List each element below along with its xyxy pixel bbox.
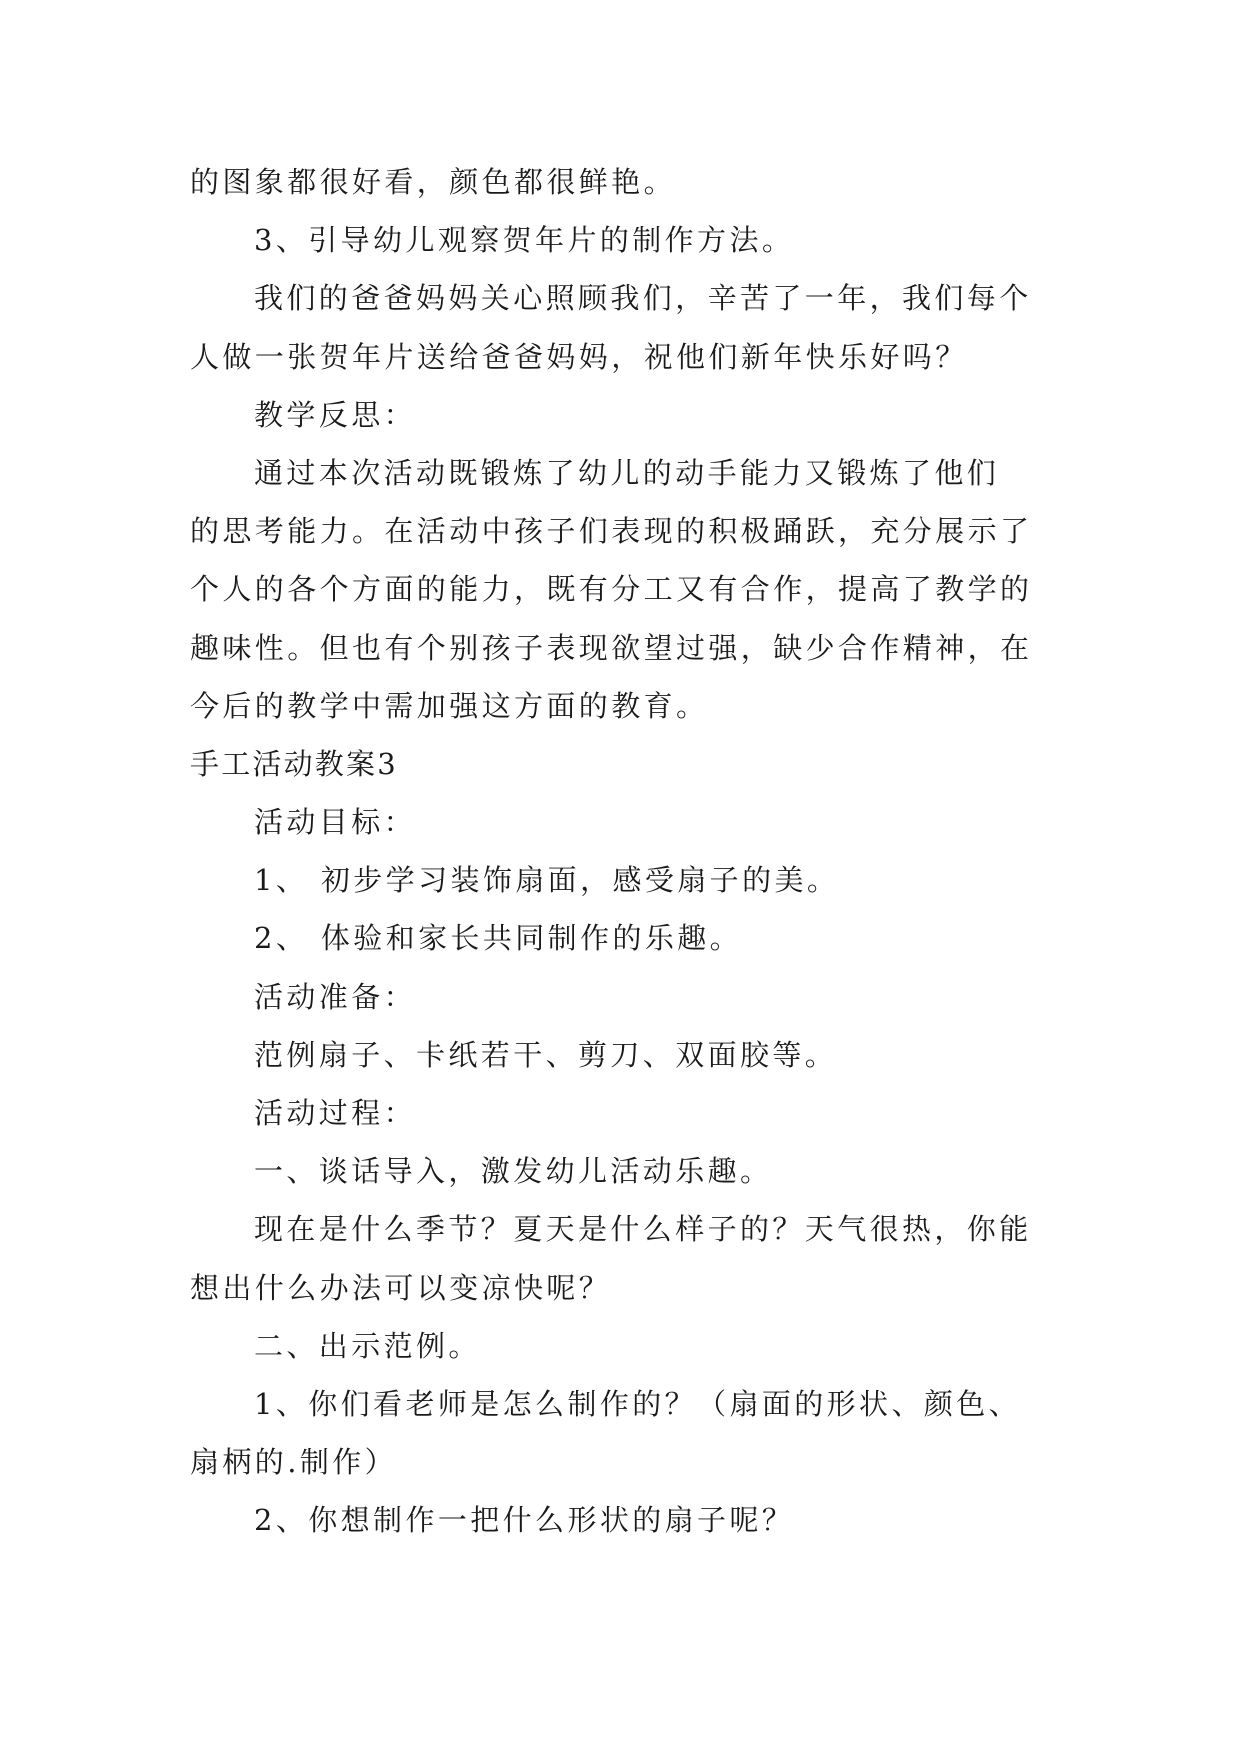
paragraph-line: 扇柄的.制作） <box>190 1445 398 1480</box>
paragraph-line: 现在是什么季节？夏天是什么样子的？天气很热，你能 <box>254 1212 1032 1247</box>
section-heading: 手工活动教案3 <box>190 746 398 781</box>
paragraph-line: 的思考能力。在活动中孩子们表现的积极踊跃，充分展示了 <box>190 514 1033 549</box>
paragraph-line: 个人的各个方面的能力，既有分工又有合作，提高了教学的 <box>190 572 1033 607</box>
paragraph-line: 一、谈话导入，激发幼儿活动乐趣。 <box>254 1154 773 1189</box>
paragraph-line: 我们的爸爸妈妈关心照顾我们，辛苦了一年，我们每个 <box>254 281 1032 316</box>
paragraph-line: 活动目标： <box>254 805 417 840</box>
paragraph-line: 1、 初步学习装饰扇面，感受扇子的美。 <box>254 863 840 898</box>
document-body <box>190 153 1050 1550</box>
paragraph-line: 趣味性。但也有个别孩子表现欲望过强，缺少合作精神，在 <box>190 630 1033 665</box>
paragraph-line: 1、你们看老师是怎么制作的？（扇面的形状、颜色、 <box>254 1386 1022 1421</box>
paragraph-line: 的图象都很好看，颜色都很鲜艳。 <box>190 165 677 199</box>
paragraph-line: 范例扇子、卡纸若干、剪刀、双面胶等。 <box>254 1037 838 1072</box>
paragraph-line: 教学反思： <box>254 397 417 432</box>
paragraph-line: 活动过程： <box>254 1096 417 1130</box>
paragraph-line: 人做一张贺年片送给爸爸妈妈，祝他们新年快乐好吗？ <box>190 339 968 374</box>
paragraph-line: 今后的教学中需加强这方面的教育。 <box>190 688 709 723</box>
paragraph-line: 2、 体验和家长共同制作的乐趣。 <box>254 921 743 956</box>
paragraph-line: 通过本次活动既锻炼了幼儿的动手能力又锻炼了他们 <box>254 455 1000 490</box>
paragraph-line: 3、引导幼儿观察贺年片的制作方法。 <box>254 223 795 258</box>
paragraph-line: 二、出示范例。 <box>254 1328 481 1363</box>
paragraph-line: 2、你想制作一把什么形状的扇子呢？ <box>254 1503 795 1538</box>
paragraph-line: 想出什么办法可以变凉快呢？ <box>190 1270 612 1305</box>
paragraph-line: 活动准备： <box>254 979 417 1014</box>
